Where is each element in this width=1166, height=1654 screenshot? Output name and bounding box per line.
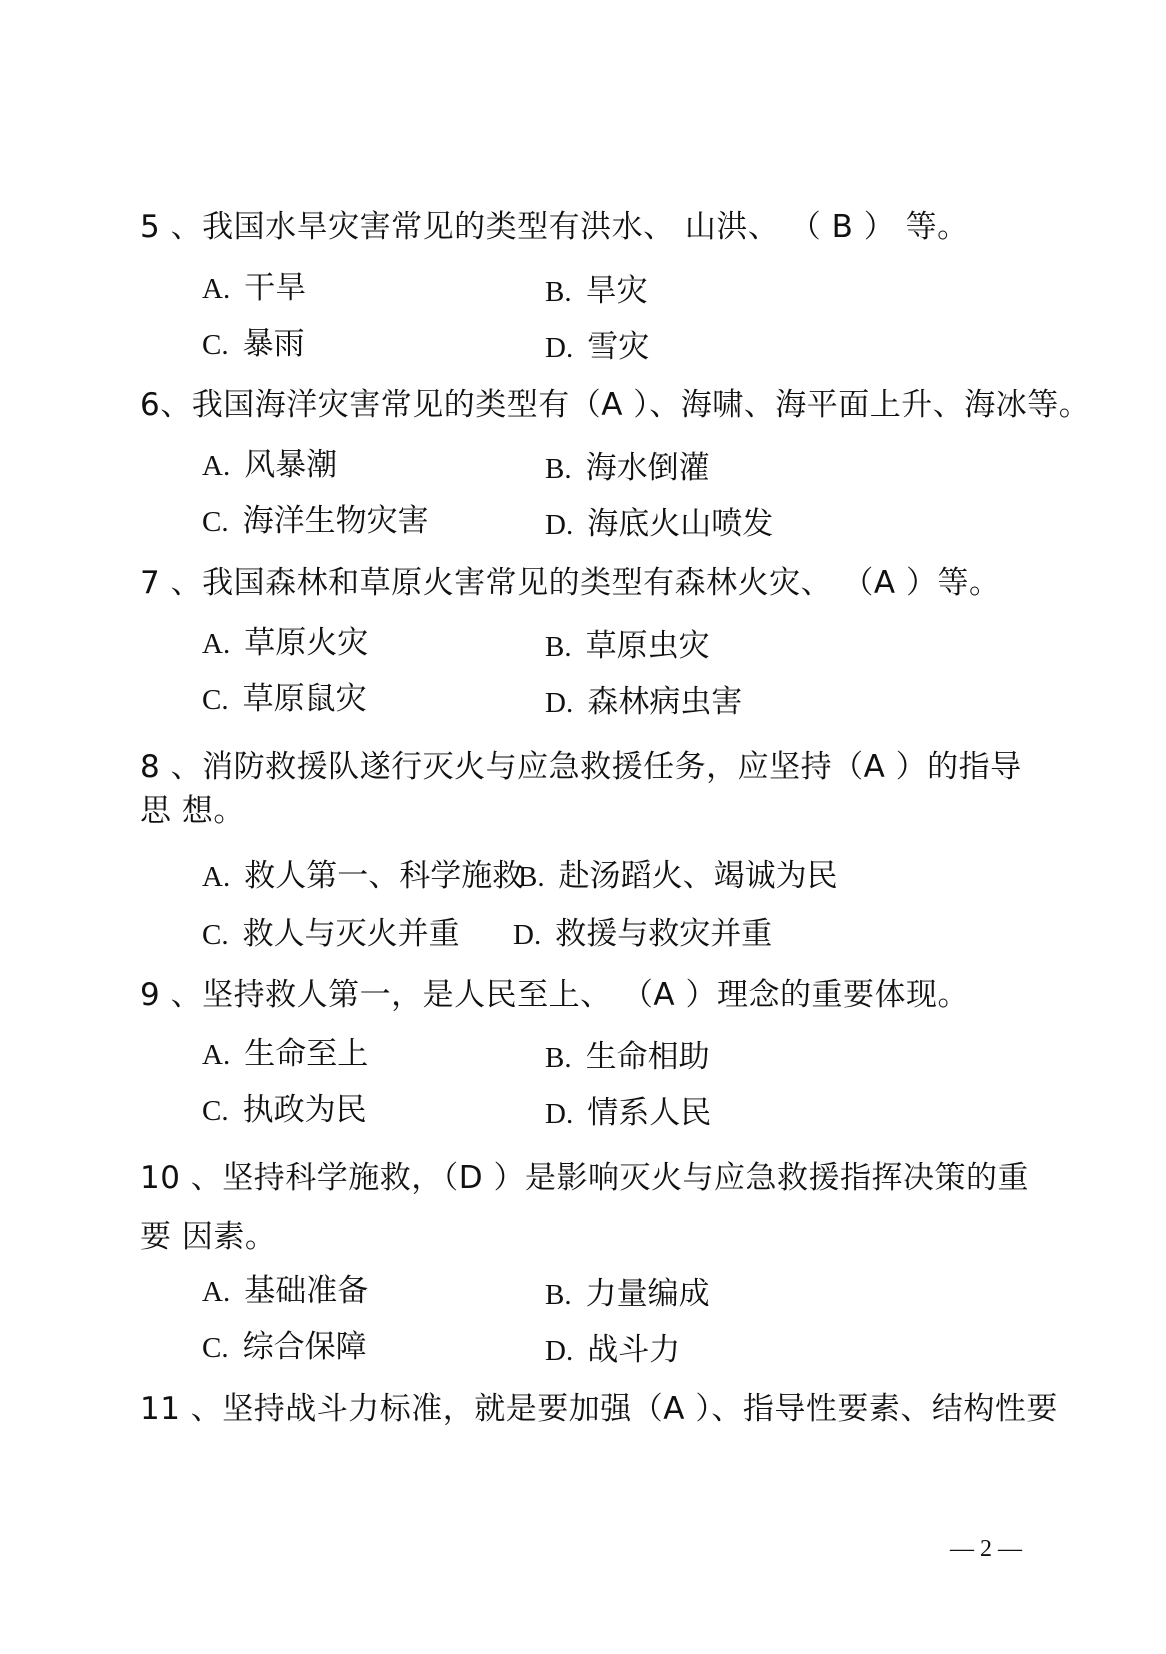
option-letter: B. [545,276,572,308]
option-letter: A. [202,861,231,893]
option-text: 救人与灭火并重 [242,916,460,952]
option-text: 海底火山喷发 [587,506,774,542]
question-8-stem-line1: 8 、消防救援队遂行灭火与应急救援任务，应坚持（A ）的指导 [140,749,1022,785]
question-7-option-b [545,626,710,667]
option-text: 战斗力 [587,1332,681,1368]
option-letter: B. [518,861,545,893]
option-letter: C. [202,1095,229,1127]
option-text: 森林病虫害 [587,684,743,720]
option-letter: A. [202,628,231,660]
question-7-option-a [202,623,368,664]
option-text: 救援与救灾并重 [555,916,773,952]
option-text: 执政为民 [242,1092,367,1128]
option-text: 草原鼠灾 [242,681,367,717]
option-text: 综合保障 [242,1329,367,1365]
option-text: 生命至上 [244,1036,369,1072]
question-10-option-b [545,1274,710,1315]
option-letter: D. [545,1335,574,1367]
option-letter: D. [545,509,574,541]
question-7-option-c [202,679,367,720]
option-letter: D. [545,1098,574,1130]
question-6-option-c [202,501,429,542]
option-letter: C. [202,506,229,538]
option-letter: A. [202,1276,231,1308]
question-9-option-b [545,1037,710,1078]
option-letter: B. [545,631,572,663]
question-5-option-d [545,327,649,368]
question-5-stem: 5 、我国水旱灾害常见的类型有洪水、 山洪、 （ B ） 等。 [140,209,969,245]
question-10-stem-line1: 10 、坚持科学施救，（D ）是影响灭火与应急救援指挥决策的重 [140,1160,1030,1196]
option-text: 干旱 [244,270,307,306]
question-8-option-c [202,914,460,955]
page-number: — 2 — [950,1536,1022,1562]
option-letter: D. [545,332,574,364]
option-text: 暴雨 [242,326,305,362]
question-6-option-b [545,448,710,489]
option-letter: A. [202,273,231,305]
question-5-option-a [202,268,306,309]
option-letter: C. [202,329,229,361]
option-text: 基础准备 [244,1273,369,1309]
question-9-option-c [202,1090,367,1131]
option-text: 情系人民 [587,1095,712,1131]
question-6-option-d [545,504,773,545]
option-text: 力量编成 [585,1276,710,1312]
option-letter: C. [202,1332,229,1364]
option-letter: D. [545,687,574,719]
question-10-option-a [202,1271,368,1312]
option-text: 雪灾 [587,329,650,365]
option-text: 风暴潮 [244,447,338,483]
option-letter: C. [202,919,229,951]
question-6-stem: 6、我国海洋灾害常见的类型有（A ）、海啸、海平面上升、海冰等。 [140,387,1091,423]
question-9-option-d [545,1093,711,1134]
option-text: 旱灾 [585,273,648,309]
question-11-stem: 11 、坚持战斗力标准，就是要加强（A ）、指导性要素、结构性要 [140,1391,1058,1427]
option-text: 救人第一、科学施救 [244,858,524,894]
option-letter: A. [202,450,231,482]
question-8-option-d [513,914,772,955]
question-8-stem-line2: 思 想。 [140,793,245,829]
option-text: 草原火灾 [244,625,369,661]
question-8-option-a [202,856,523,897]
question-5-option-b [545,271,648,312]
question-5-option-c [202,324,305,365]
question-7-option-d [545,682,742,723]
question-10-stem-line2: 要 因素。 [140,1219,277,1255]
option-text: 海水倒灌 [585,450,710,486]
option-text: 草原虫灾 [585,628,710,664]
option-letter: C. [202,684,229,716]
option-letter: B. [545,1042,572,1074]
option-text: 生命相助 [585,1039,710,1075]
question-8-option-b [518,856,838,897]
option-letter: D. [513,919,542,951]
option-letter: A. [202,1039,231,1071]
option-text: 海洋生物灾害 [242,503,429,539]
option-letter: B. [545,453,572,485]
question-10-option-c [202,1327,367,1368]
question-10-option-d [545,1330,680,1371]
question-6-option-a [202,445,337,486]
question-9-option-a [202,1034,368,1075]
option-text: 赴汤蹈火、竭诚为民 [558,858,838,894]
question-9-stem: 9 、坚持救人第一，是人民至上、 （A ）理念的重要体现。 [140,977,969,1013]
question-7-stem: 7 、我国森林和草原火害常见的类型有森林火灾、 （A ）等。 [140,565,1001,601]
option-letter: B. [545,1279,572,1311]
